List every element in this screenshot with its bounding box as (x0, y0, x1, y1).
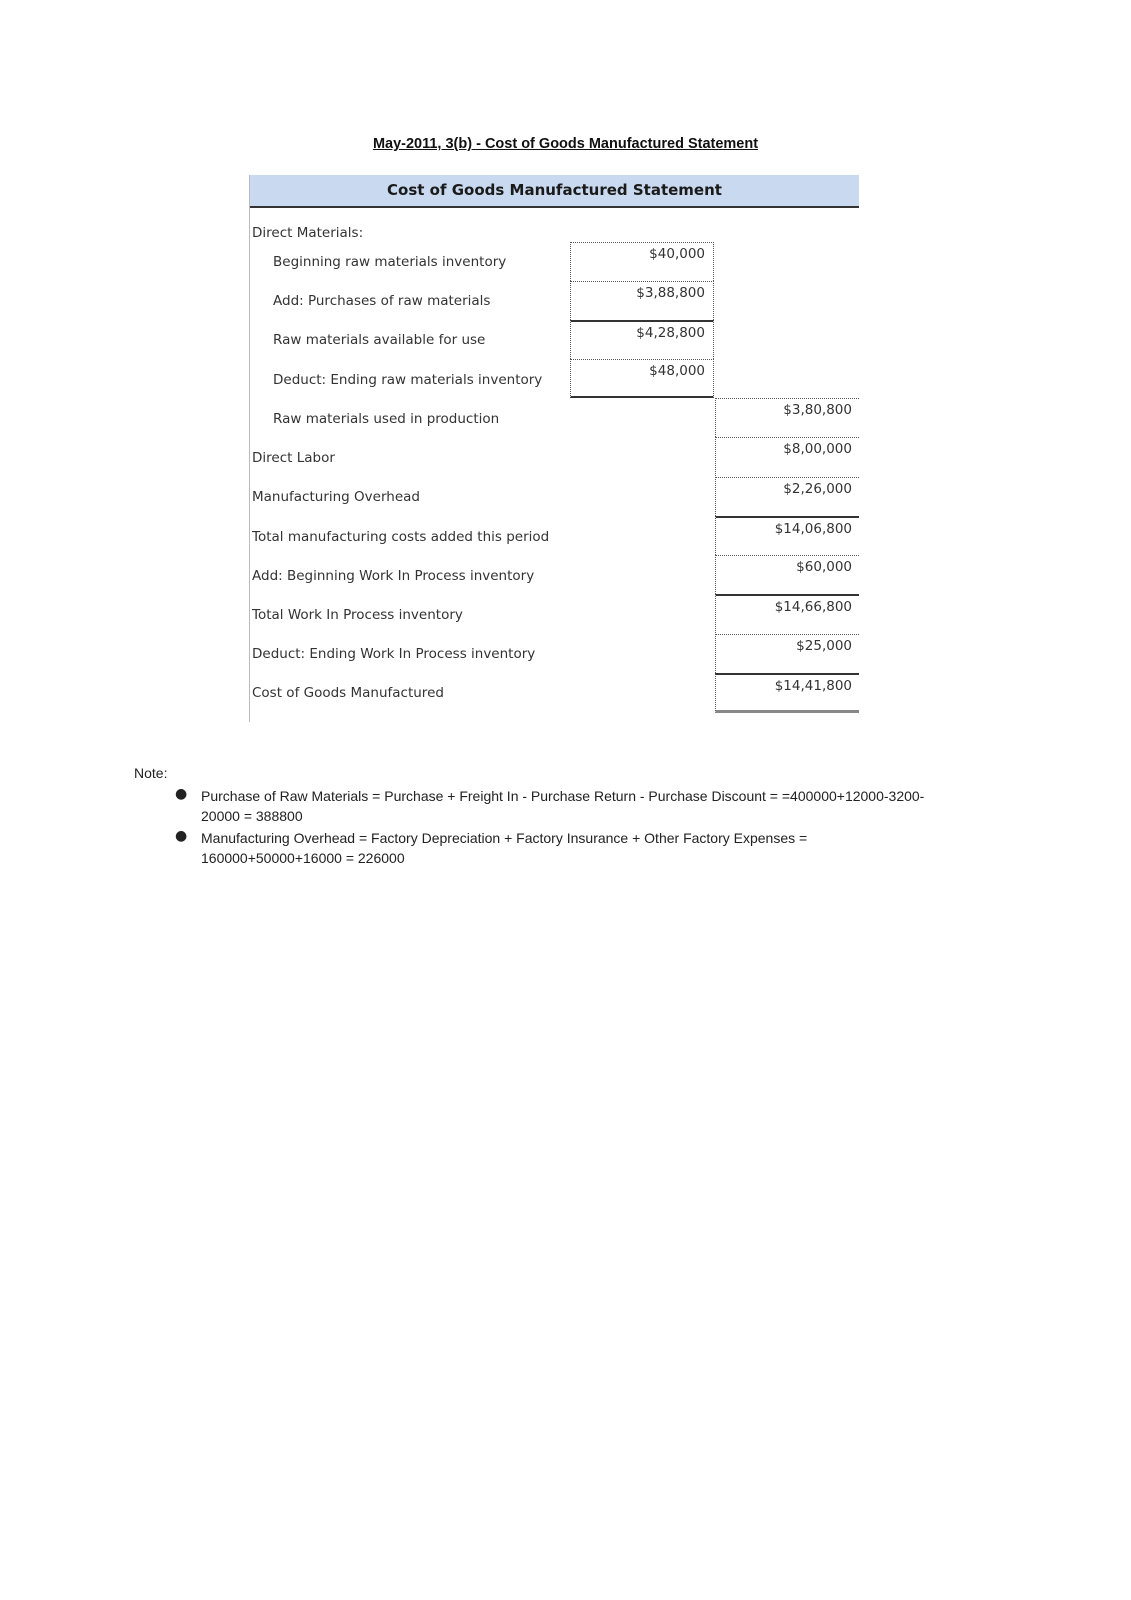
note-heading: Note: (134, 765, 168, 781)
amount-cell: $14,66,800 (715, 594, 859, 633)
amount-cell: $8,00,000 (715, 437, 859, 476)
table-header: Cost of Goods Manufactured Statement (250, 175, 859, 208)
row-label: Raw materials used in production (273, 411, 500, 427)
row-label: Manufacturing Overhead (252, 489, 420, 505)
note-item: Purchase of Raw Materials = Purchase + Freight In - Purchase Return - Purchase Discount = =400000+12000-3200-20000 = 388800 (201, 788, 925, 824)
row-label: Cost of Goods Manufactured (252, 685, 444, 701)
amount-cell: $4,28,800 (570, 320, 714, 359)
amount-cell: $48,000 (570, 359, 714, 398)
row-label: Add: Beginning Work In Process inventory (252, 568, 535, 584)
amount-cell: $60,000 (715, 555, 859, 594)
note-item: Manufacturing Overhead = Factory Depreciation + Factory Insurance + Other Factory Expenses = 160000+50000+16000 = 226000 (201, 830, 808, 866)
amount-cell: $14,06,800 (715, 516, 859, 555)
row-label: Add: Purchases of raw materials (273, 293, 491, 309)
direct-materials-label: Direct Materials: (252, 225, 364, 241)
amount-cell: $25,000 (715, 634, 859, 673)
amount-cell: $40,000 (570, 242, 714, 281)
amount-cell-total: $14,41,800 (715, 673, 859, 713)
row-label: Total manufacturing costs added this period (252, 529, 550, 545)
row-label: Raw materials available for use (273, 332, 486, 348)
amount-cell: $3,88,800 (570, 281, 714, 320)
row-label: Deduct: Ending raw materials inventory (273, 372, 543, 388)
amount-cell: $3,80,800 (715, 398, 859, 437)
bullet-icon: ● (175, 828, 188, 844)
row-label: Beginning raw materials inventory (273, 254, 507, 270)
cogm-statement-table (249, 175, 859, 722)
bullet-icon: ● (175, 786, 188, 802)
page-title: May-2011, 3(b) - Cost of Goods Manufactured Statement (372, 136, 759, 152)
row-label: Direct Labor (252, 450, 335, 466)
amount-cell: $2,26,000 (715, 477, 859, 516)
row-label: Total Work In Process inventory (252, 607, 463, 623)
row-label: Deduct: Ending Work In Process inventory (252, 646, 536, 662)
